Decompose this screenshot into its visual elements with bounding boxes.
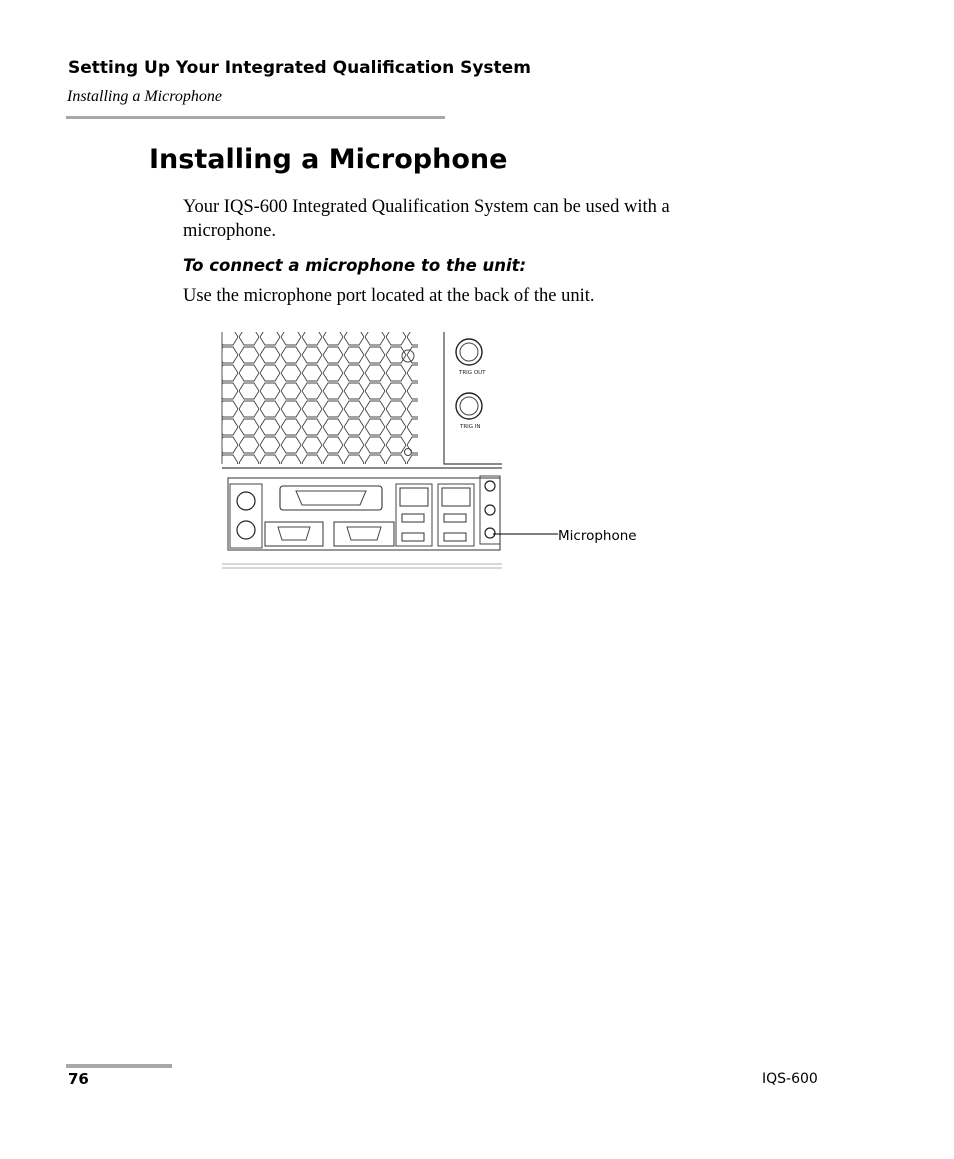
procedure-heading: To connect a microphone to the unit: (183, 256, 527, 275)
trig-out-label: TRIG OUT (459, 370, 486, 376)
lan-usb-block-1 (396, 484, 432, 546)
running-header-subsection: Installing a Microphone (67, 88, 222, 105)
ps2-port (237, 521, 255, 539)
intro-paragraph: Your IQS-600 Integrated Qualification System can be used with a microphone. (183, 197, 670, 241)
audio-jack-microphone (485, 528, 495, 538)
microphone-callout-label: Microphone (558, 528, 637, 544)
header-divider (66, 116, 445, 119)
rear-panel-figure (218, 328, 818, 578)
parallel-port (280, 486, 382, 510)
usb-port (444, 533, 466, 541)
procedure-step: Use the microphone port located at the back of the unit. (183, 286, 595, 306)
audio-jack-line-out (485, 481, 495, 491)
running-header-section-title: Setting Up Your Integrated Qualification System (68, 58, 531, 78)
footer-divider (66, 1064, 172, 1068)
lan-port-1 (400, 488, 428, 506)
audio-jack-line-in (485, 505, 495, 515)
lan-port-2 (442, 488, 470, 506)
serial-port-1 (265, 522, 323, 546)
ps2-port (237, 492, 255, 510)
lan-usb-block-2 (438, 484, 474, 546)
vent-grille (222, 332, 418, 464)
usb-port (402, 533, 424, 541)
trig-in-label: TRIG IN (460, 424, 481, 430)
usb-port (444, 514, 466, 522)
product-name: IQS-600 (762, 1071, 818, 1087)
page-title: Installing a Microphone (149, 144, 508, 175)
page-number: 76 (68, 1070, 89, 1088)
usb-port (402, 514, 424, 522)
serial-port-2 (334, 522, 394, 546)
